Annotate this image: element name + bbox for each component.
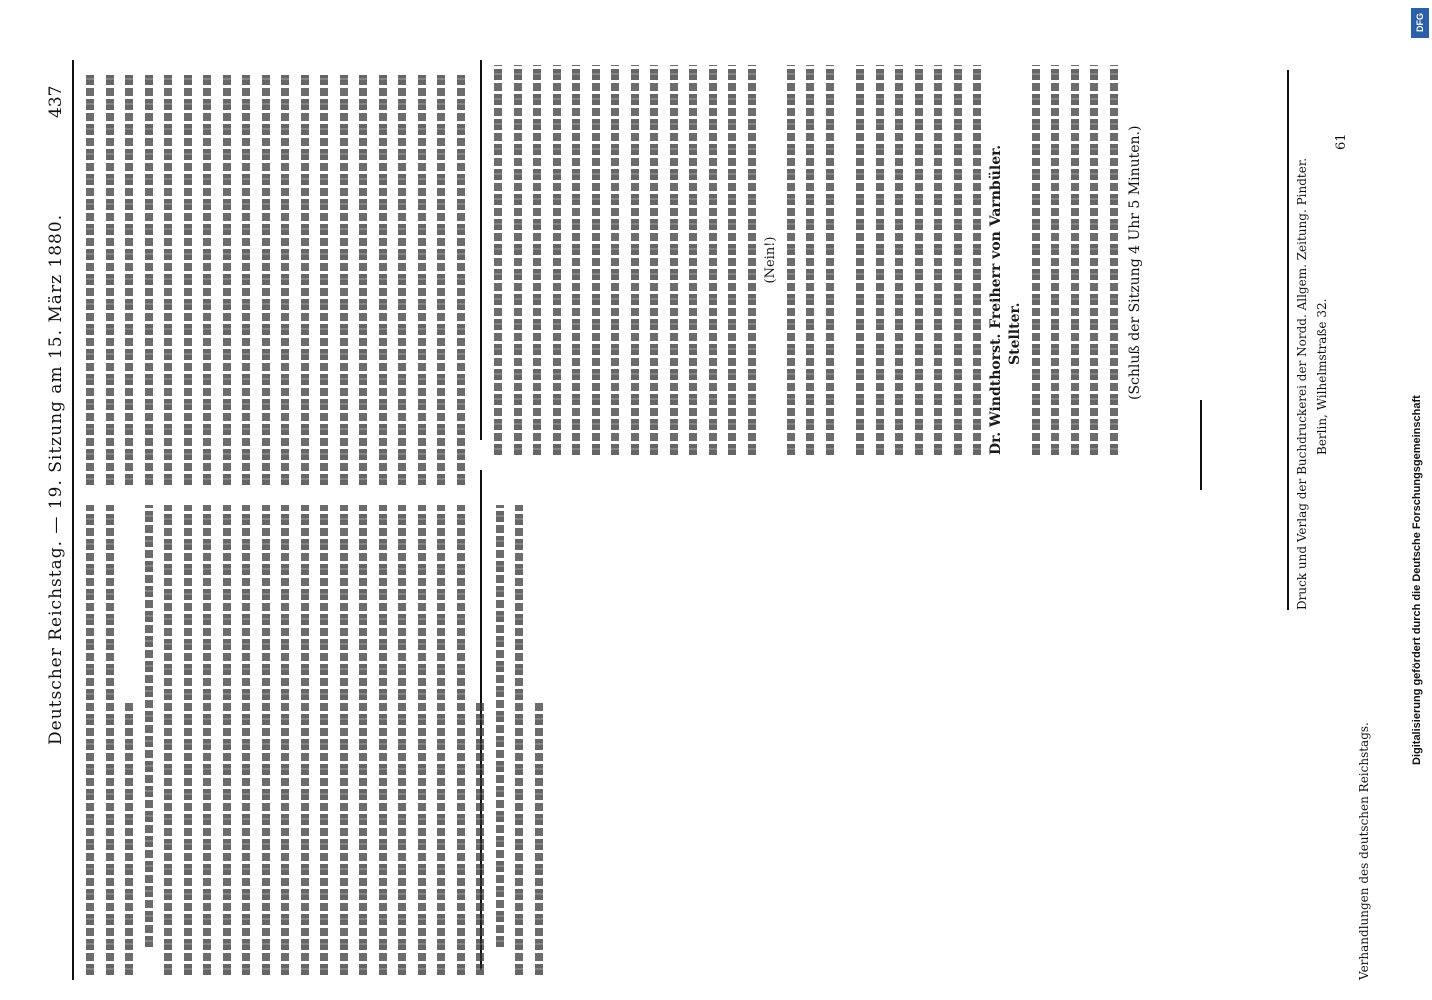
- right-line-nein: (Nein!): [763, 236, 778, 284]
- right-column-lower: [850, 65, 1123, 455]
- page-number: 437: [46, 85, 66, 118]
- end-rule: [1200, 400, 1202, 490]
- sheet-number: 61: [1334, 133, 1349, 150]
- footer-publication: Verhandlungen des deutschen Reichstags.: [1357, 722, 1371, 980]
- imprint-rule: [1287, 70, 1289, 610]
- running-header: [48, 214, 65, 745]
- right-line-windthorst: Dr. Windthorst. Freiherr von Varnbüler.: [987, 144, 1004, 455]
- left-column-continued: [80, 75, 470, 485]
- dfg-badge: DFG: [1411, 8, 1429, 38]
- left-column-text: [80, 505, 548, 975]
- imprint-line: Druck und Verlag der Buchdruckerei der Nordd. Allgem. Zeitung. Pindter.: [1295, 157, 1309, 610]
- right-line-stellter: Stellter.: [1007, 302, 1023, 365]
- side-credit: Digitalisierung gefördert durch die Deutsche Forschungsgemeinschaft: [1411, 395, 1423, 765]
- header-title: Deutscher Reichstag. — 19. Sitzung am 15. März 1880.: [46, 213, 66, 745]
- right-column-text: [488, 65, 839, 455]
- closing-line: (Schluß der Sitzung 4 Uhr 5 Minuten.): [1127, 125, 1143, 400]
- header-rule: [72, 60, 74, 980]
- imprint-address: Berlin, Wilhelmstraße 32.: [1315, 298, 1329, 455]
- column-divider-top: [480, 60, 482, 440]
